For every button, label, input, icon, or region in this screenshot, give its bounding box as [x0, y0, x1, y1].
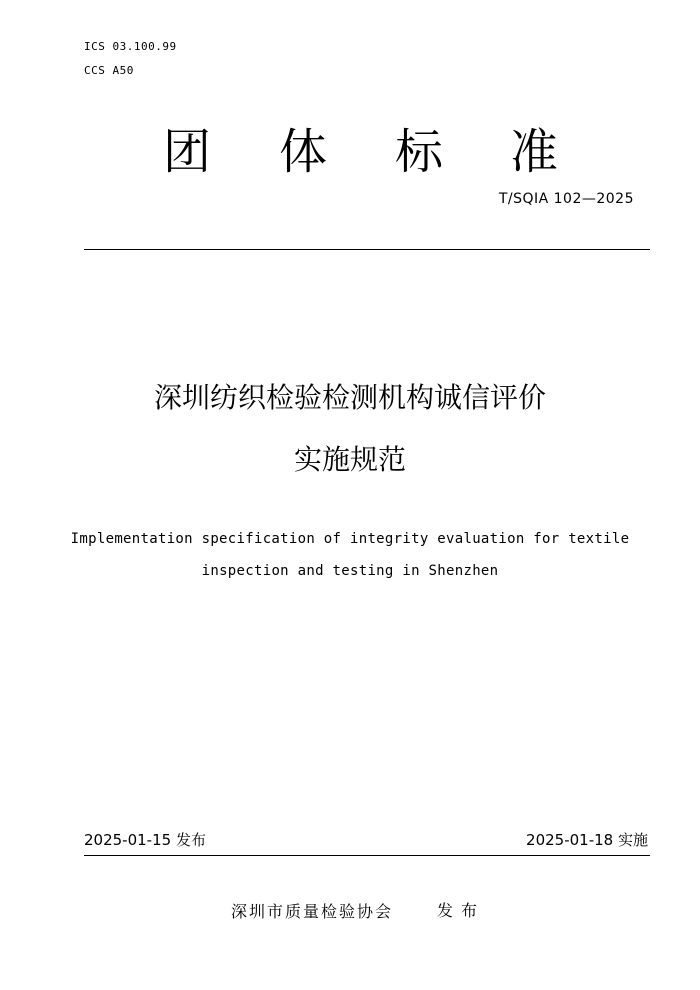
standard-type-char: 团: [163, 124, 212, 180]
ics-code: ICS 03.100.99: [84, 40, 177, 53]
en-title-line-2: inspection and testing in Shenzhen: [201, 563, 499, 579]
standard-type-heading: [0, 122, 700, 182]
cn-title-line-2: 实施规范: [293, 443, 406, 476]
publisher-name: 深圳市质量检验协会: [231, 902, 394, 921]
standard-type-char: 准: [510, 124, 559, 180]
standard-code: T/SQIA 102—2025: [498, 191, 634, 207]
publish-date: 2025-01-15 发布: [84, 831, 206, 849]
top-divider: [84, 249, 650, 250]
cn-title-line-1: 深圳纺织检验检测机构诚信评价: [153, 381, 546, 414]
en-title-line-1: Implementation specification of integrity evaluation for textile: [70, 531, 630, 547]
publish-label: 发布: [437, 901, 486, 920]
ccs-code: CCS A50: [84, 64, 134, 77]
bottom-divider: [84, 855, 650, 856]
implement-date: 2025-01-18 实施: [526, 831, 648, 849]
standard-type-char: 标: [395, 124, 444, 180]
standard-type-char: 体: [279, 124, 328, 180]
